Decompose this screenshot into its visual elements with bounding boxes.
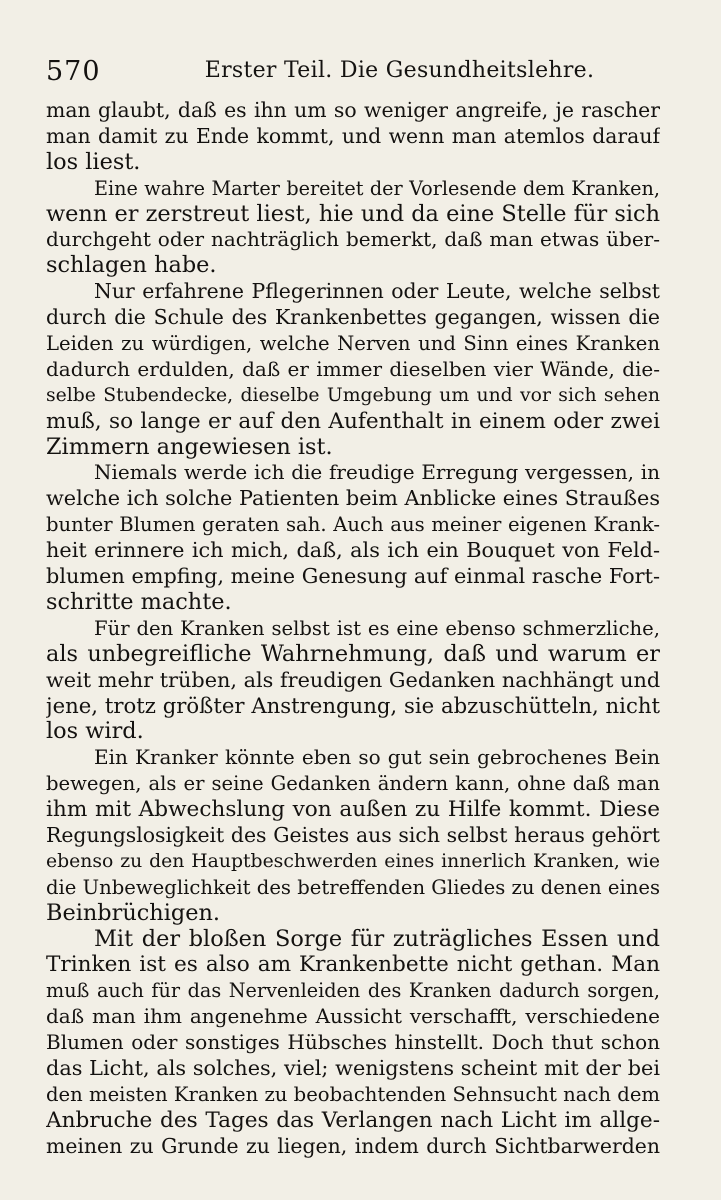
text-line: durch die Schule des Krankenbettes gegangen, wissen die: [46, 305, 660, 330]
text-line: man glaubt, daß es ihn um so weniger angreife, je rascher: [46, 98, 660, 122]
text-line: muß, so lange er auf den Aufenthalt in einem oder zwei: [46, 408, 660, 434]
text-line: muß auch für das Nervenleiden des Kranken dadurch sorgen,: [46, 979, 660, 1003]
running-head: Erster Teil. Die Gesundheitslehre.: [204, 58, 595, 83]
text-line: durchgeht oder nachträglich bemerkt, daß man etwas über-: [46, 227, 660, 252]
body-text: [46, 98, 660, 1160]
text-line: Blumen oder sonstiges Hübsches hinstellt. Doch thut schon: [46, 1030, 660, 1055]
text-line: die Unbeweglichkeit des betreffenden Gliedes zu denen eines: [46, 875, 660, 899]
text-line: meinen zu Grunde zu liegen, indem durch Sichtbarwerden: [46, 1133, 660, 1158]
text-line: bunter Blumen geraten sah. Auch aus meiner eigenen Krank-: [46, 513, 660, 537]
text-line: bewegen, als er seine Gedanken ändern kann, ohne daß man: [46, 772, 660, 796]
text-line: man damit zu Ende kommt, und wenn man atemlos darauf: [46, 123, 660, 148]
text-line: Beinbrüchigen.: [46, 900, 220, 926]
text-line: wenn er zerstreut liest, hie und da eine Stelle für sich: [46, 201, 660, 227]
text-line: weit mehr trüben, als freudigen Gedanken nachhängt und: [46, 667, 660, 692]
text-line: Niemals werde ich die freudige Erregung vergessen, in: [94, 460, 660, 485]
text-line: los wird.: [46, 719, 144, 745]
text-line: jene, trotz größter Anstrengung, sie abzuschütteln, nicht: [46, 693, 660, 719]
page-header: [46, 50, 663, 90]
text-line: schritte machte.: [46, 589, 232, 615]
text-line: Zimmern angewiesen ist.: [46, 434, 333, 460]
text-line: ihm mit Abwechslung von außen zu Hilfe kommt. Diese: [46, 797, 660, 823]
text-line: daß man ihm angenehme Aussicht verschafft, verschiedene: [46, 1004, 660, 1029]
text-line: als unbegreifliche Wahrnehmung, daß und warum er: [46, 641, 660, 667]
text-line: Regungslosigkeit des Geistes aus sich selbst heraus gehört: [46, 822, 660, 847]
text-line: den meisten Kranken zu beobachtenden Sehnsucht nach dem: [46, 1082, 660, 1106]
text-line: Trinken ist es also am Krankenbette nicht gethan. Man: [46, 952, 660, 978]
text-line: selbe Stubendecke, dieselbe Umgebung um und vor sich sehen: [46, 384, 660, 406]
text-line: los liest.: [46, 149, 141, 175]
text-line: Anbruche des Tages das Verlangen nach Licht im allge-: [46, 1107, 660, 1133]
text-line: Leiden zu würdigen, welche Nerven und Sinn eines Kranken: [46, 332, 660, 356]
text-line: Ein Kranker könnte eben so gut sein gebrochenes Bein: [94, 745, 660, 770]
text-line: Für den Kranken selbst ist es eine ebenso schmerzliche,: [94, 616, 660, 640]
text-line: dadurch erdulden, daß er immer dieselben vier Wände, die-: [46, 356, 660, 381]
text-line: Eine wahre Marter bereitet der Vorlesende dem Kranken,: [94, 176, 660, 200]
text-line: ebenso zu den Hauptbeschwerden eines innerlich Kranken, wie: [46, 850, 660, 872]
text-line: Mit der bloßen Sorge für zuträgliches Essen und: [94, 926, 660, 952]
text-line: welche ich solche Patienten beim Anblicke eines Straußes: [46, 486, 660, 511]
text-line: blumen empfing, meine Genesung auf einmal rasche Fort-: [46, 564, 660, 589]
page-number: 570: [46, 56, 101, 87]
text-line: Nur erfahrene Pflegerinnen oder Leute, welche selbst: [94, 279, 660, 304]
text-line: heit erinnere ich mich, daß, als ich ein Bouquet von Feld-: [46, 538, 660, 563]
text-line: schlagen habe.: [46, 253, 217, 279]
text-line: das Licht, als solches, viel; wenigstens scheint mit der bei: [46, 1055, 660, 1080]
